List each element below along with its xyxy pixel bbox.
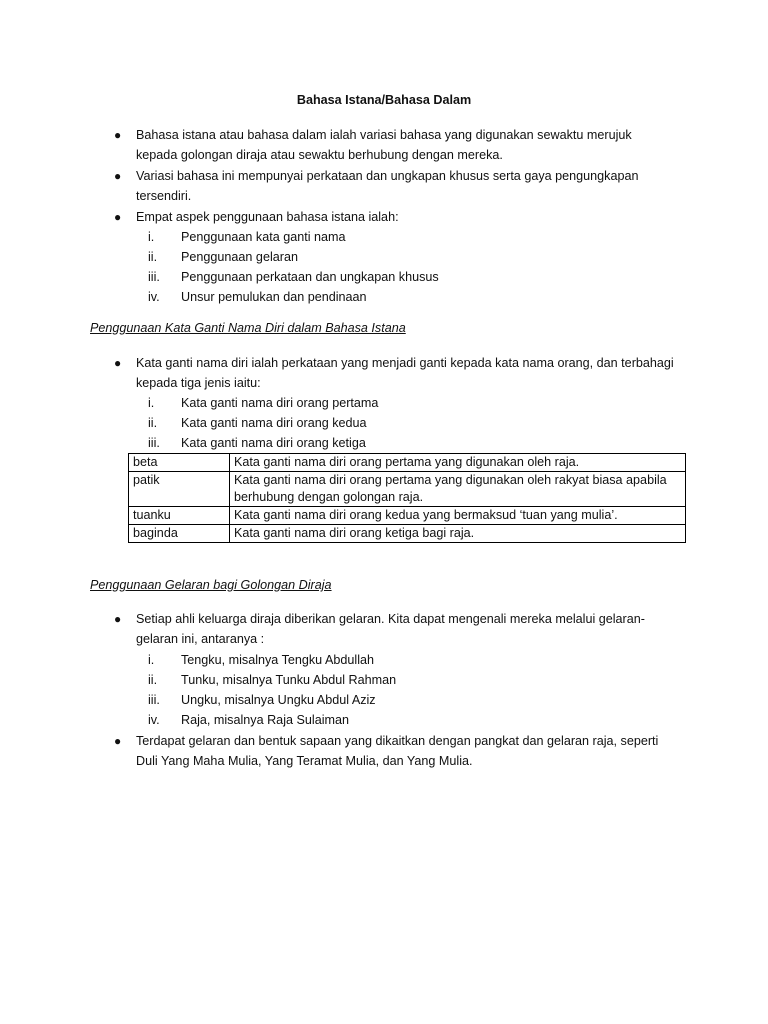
bullet-text: Setiap ahli keluarga diraja diberikan gelaran. Kita dapat mengenali mereka melalui gelaran-gelaran ini, antaranya : [136, 612, 645, 646]
list-number: iii. [148, 270, 160, 284]
table-term: baginda [129, 525, 230, 543]
list-number: ii. [148, 673, 158, 687]
bullet-text: Empat aspek penggunaan bahasa istana ialah: [136, 210, 399, 224]
intro-bullet-1 [114, 125, 674, 165]
bullet-text: Bahasa istana atau bahasa dalam ialah variasi bahasa yang digunakan sewaktu merujuk kepada golongan diraja atau sewaktu berhubung dengan mereka. [136, 128, 632, 162]
type-item [148, 413, 648, 433]
bullet-icon: ● [114, 169, 122, 183]
list-text: Tengku, misalnya Tengku Abdullah [181, 653, 374, 667]
table-row [129, 454, 686, 472]
title-item [148, 690, 648, 710]
aspect-item [148, 227, 648, 247]
type-item [148, 433, 648, 453]
section1-bullet [114, 353, 674, 393]
section2-heading: Penggunaan Gelaran bagi Golongan Diraja [90, 578, 332, 592]
section1-heading: Penggunaan Kata Ganti Nama Diri dalam Bahasa Istana [90, 321, 406, 335]
bullet-icon: ● [114, 612, 122, 626]
section2-bullet-2 [114, 731, 674, 771]
title-item [148, 710, 648, 730]
aspect-item [148, 267, 648, 287]
intro-bullet-2 [114, 166, 674, 206]
list-text: Ungku, misalnya Ungku Abdul Aziz [181, 693, 376, 707]
table-definition: Kata ganti nama diri orang pertama yang digunakan oleh raja. [230, 454, 686, 472]
bullet-icon: ● [114, 734, 122, 748]
table-definition: Kata ganti nama diri orang kedua yang bermaksud ‘tuan yang mulia’. [230, 507, 686, 525]
list-text: Kata ganti nama diri orang ketiga [181, 436, 366, 450]
section2-bullet-1 [114, 609, 674, 649]
bullet-icon: ● [114, 356, 122, 370]
table-term: beta [129, 454, 230, 472]
table-term: tuanku [129, 507, 230, 525]
bullet-text: Terdapat gelaran dan bentuk sapaan yang dikaitkan dengan pangkat dan gelaran raja, seperti Duli Yang Maha Mulia, Yang Teramat Mulia, dan Yang Mulia. [136, 734, 659, 768]
pronoun-table [128, 453, 686, 543]
list-text: Kata ganti nama diri orang pertama [181, 396, 379, 410]
list-text: Penggunaan kata ganti nama [181, 230, 346, 244]
table-term: patik [129, 472, 230, 507]
list-text: Unsur pemulukan dan pendinaan [181, 290, 367, 304]
title-item [148, 670, 648, 690]
bullet-text: Kata ganti nama diri ialah perkataan yang menjadi ganti kepada kata nama orang, dan terbahagi kepada tiga jenis iaitu: [136, 356, 674, 390]
list-number: iv. [148, 290, 160, 304]
table-row [129, 507, 686, 525]
list-number: i. [148, 230, 155, 244]
list-number: iii. [148, 436, 160, 450]
list-number: ii. [148, 416, 158, 430]
list-number: ii. [148, 250, 158, 264]
aspect-item [148, 287, 648, 307]
bullet-icon: ● [114, 128, 122, 142]
table-row [129, 472, 686, 507]
title-item [148, 650, 648, 670]
aspect-item [148, 247, 648, 267]
list-number: iii. [148, 693, 160, 707]
bullet-icon: ● [114, 210, 122, 224]
table-row [129, 525, 686, 543]
list-text: Raja, misalnya Raja Sulaiman [181, 713, 349, 727]
type-item [148, 393, 648, 413]
document-title: Bahasa Istana/Bahasa Dalam [296, 93, 472, 107]
table-definition: Kata ganti nama diri orang pertama yang digunakan oleh rakyat biasa apabila berhubung dengan golongan raja. [230, 472, 686, 507]
list-text: Penggunaan perkataan dan ungkapan khusus [181, 270, 439, 284]
bullet-text: Variasi bahasa ini mempunyai perkataan dan ungkapan khusus serta gaya pengungkapan tersendiri. [136, 169, 639, 203]
list-text: Penggunaan gelaran [181, 250, 298, 264]
list-text: Kata ganti nama diri orang kedua [181, 416, 367, 430]
intro-bullet-3 [114, 207, 674, 227]
list-number: i. [148, 396, 155, 410]
list-number: i. [148, 653, 155, 667]
list-text: Tunku, misalnya Tunku Abdul Rahman [181, 673, 397, 687]
list-number: iv. [148, 713, 160, 727]
table-definition: Kata ganti nama diri orang ketiga bagi raja. [230, 525, 686, 543]
